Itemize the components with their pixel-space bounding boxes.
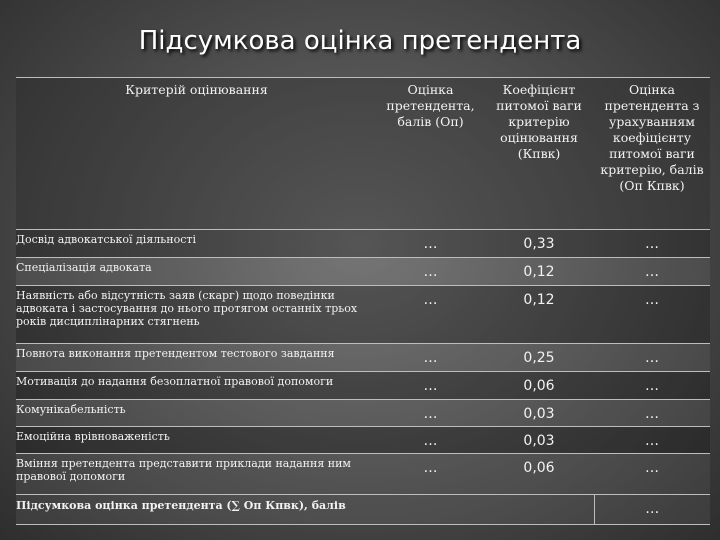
score-cell: … [377,454,484,495]
weighted-score-cell: … [594,286,710,344]
table-row [16,230,710,258]
weight-cell: 0,06 [484,372,594,400]
table-row [16,258,710,286]
table-row [16,372,710,400]
weight-cell: 0,03 [484,400,594,427]
criterion-cell: Емоційна врівноваженість [16,427,377,454]
table-header-row [16,78,710,230]
criterion-cell: Спеціалізація адвоката [16,258,377,286]
score-cell: … [377,286,484,344]
criterion-cell: Досвід адвокатської діяльності [16,230,377,258]
criterion-cell: Наявність або відсутність заяв (скарг) щодо поведінки адвоката і застосування до нього протягом останніх трьох років дисциплінарних стягнень [16,286,377,344]
table-row [16,400,710,427]
weighted-score-cell: … [594,400,710,427]
weight-cell: 0,25 [484,344,594,372]
score-cell: … [377,427,484,454]
score-table [16,77,710,525]
total-label: Підсумкова оцінка претендента (∑ Оп Кпвк), балів [16,495,594,525]
weighted-score-cell: … [594,344,710,372]
header-criterion: Критерій оцінювання [16,78,377,230]
criterion-cell: Повнота виконання претендентом тестового завдання [16,344,377,372]
score-cell: … [377,400,484,427]
header-weight: Коефіцієнт питомої ваги критерію оцінювання (Кпвк) [484,78,594,230]
weighted-score-cell: … [594,372,710,400]
criterion-cell: Вміння претендента представити приклади надання ним правової допомоги [16,454,377,495]
weighted-score-cell: … [594,427,710,454]
table-row [16,344,710,372]
header-weighted-score: Оцінка претендента з урахуванням коефіцієнту питомої ваги критерію, балів (Оп Кпвк) [594,78,710,230]
weight-cell: 0,06 [484,454,594,495]
score-cell: … [377,372,484,400]
criterion-cell: Мотивація до надання безоплатної правової допомоги [16,372,377,400]
header-score: Оцінка претендента, балів (Оп) [377,78,484,230]
weight-cell: 0,33 [484,230,594,258]
weight-cell: 0,03 [484,427,594,454]
table-row [16,454,710,495]
weighted-score-cell: … [594,454,710,495]
score-cell: … [377,230,484,258]
page-title: Підсумкова оцінка претендента [138,26,582,56]
score-cell: … [377,258,484,286]
total-value: … [594,495,710,525]
weight-cell: 0,12 [484,258,594,286]
score-cell: … [377,344,484,372]
total-row [16,495,710,525]
criterion-cell: Комунікабельність [16,400,377,427]
table-row [16,286,710,344]
weighted-score-cell: … [594,230,710,258]
weight-cell: 0,12 [484,286,594,344]
table-row [16,427,710,454]
weighted-score-cell: … [594,258,710,286]
